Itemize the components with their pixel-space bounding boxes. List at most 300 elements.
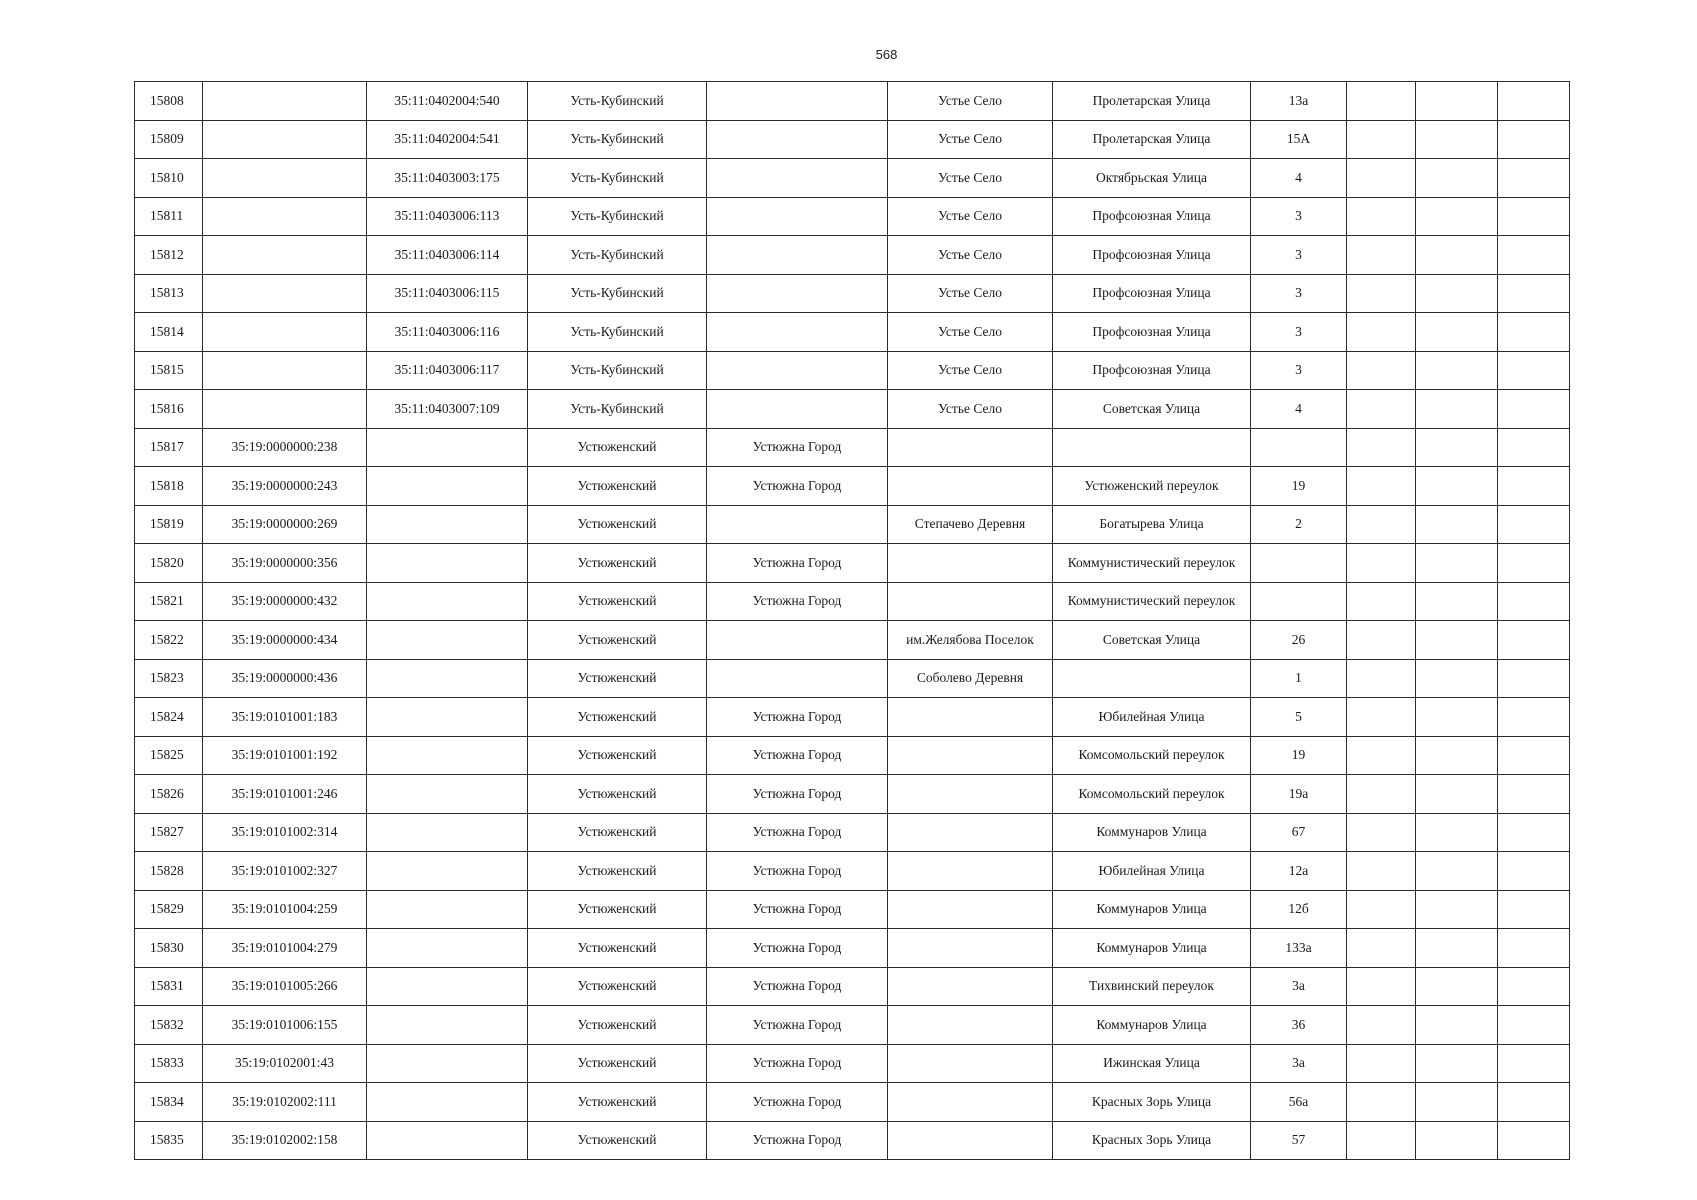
empty-cell — [1498, 274, 1570, 313]
parcel-cadastral-number-cell: 35:11:0403007:109 — [367, 390, 528, 429]
settlement-cell: Устье Село — [888, 274, 1053, 313]
cadastral-number-cell: 35:19:0000000:432 — [203, 582, 367, 621]
table-row — [135, 929, 1570, 968]
row-number-cell: 15829 — [135, 890, 203, 929]
empty-cell — [1347, 852, 1416, 891]
empty-cell — [1347, 698, 1416, 737]
city-cell: Устюжна Город — [707, 967, 888, 1006]
empty-cell — [1416, 621, 1498, 660]
empty-cell — [1498, 967, 1570, 1006]
district-cell: Устюженский — [528, 698, 707, 737]
table-body — [135, 82, 1570, 1160]
district-cell: Устюженский — [528, 1044, 707, 1083]
cadastral-number-cell: 35:19:0101004:259 — [203, 890, 367, 929]
house-number-cell — [1251, 544, 1347, 583]
row-number-cell: 15827 — [135, 813, 203, 852]
street-cell: Юбилейная Улица — [1053, 698, 1251, 737]
street-cell: Коммунистический переулок — [1053, 582, 1251, 621]
district-cell: Усть-Кубинский — [528, 390, 707, 429]
table-row — [135, 582, 1570, 621]
row-number-cell: 15815 — [135, 351, 203, 390]
empty-cell — [1498, 82, 1570, 121]
street-cell: Пролетарская Улица — [1053, 120, 1251, 159]
parcel-cadastral-number-cell — [367, 813, 528, 852]
settlement-cell — [888, 775, 1053, 814]
table-row — [135, 351, 1570, 390]
cadastral-number-cell: 35:19:0101004:279 — [203, 929, 367, 968]
settlement-cell — [888, 582, 1053, 621]
parcel-cadastral-number-cell — [367, 505, 528, 544]
empty-cell — [1347, 390, 1416, 429]
district-cell: Устюженский — [528, 736, 707, 775]
parcel-cadastral-number-cell: 35:11:0403003:175 — [367, 159, 528, 198]
city-cell — [707, 621, 888, 660]
city-cell: Устюжна Город — [707, 852, 888, 891]
settlement-cell — [888, 1083, 1053, 1122]
district-cell: Устюженский — [528, 1083, 707, 1122]
table-row — [135, 1044, 1570, 1083]
empty-cell — [1416, 1083, 1498, 1122]
empty-cell — [1347, 1006, 1416, 1045]
empty-cell — [1498, 890, 1570, 929]
settlement-cell — [888, 544, 1053, 583]
row-number-cell: 15833 — [135, 1044, 203, 1083]
street-cell: Коммунаров Улица — [1053, 813, 1251, 852]
row-number-cell: 15822 — [135, 621, 203, 660]
empty-cell — [1416, 813, 1498, 852]
parcel-cadastral-number-cell: 35:11:0403006:113 — [367, 197, 528, 236]
empty-cell — [1347, 236, 1416, 275]
row-number-cell: 15820 — [135, 544, 203, 583]
parcel-cadastral-number-cell — [367, 852, 528, 891]
empty-cell — [1498, 698, 1570, 737]
row-number-cell: 15824 — [135, 698, 203, 737]
empty-cell — [1498, 775, 1570, 814]
parcel-cadastral-number-cell — [367, 621, 528, 660]
house-number-cell: 12а — [1251, 852, 1347, 891]
settlement-cell — [888, 1044, 1053, 1083]
parcel-cadastral-number-cell — [367, 736, 528, 775]
cadastral-number-cell: 35:19:0000000:436 — [203, 659, 367, 698]
row-number-cell: 15819 — [135, 505, 203, 544]
district-cell: Устюженский — [528, 890, 707, 929]
empty-cell — [1347, 159, 1416, 198]
city-cell: Устюжна Город — [707, 890, 888, 929]
table-row — [135, 813, 1570, 852]
house-number-cell — [1251, 582, 1347, 621]
cadastral-number-cell — [203, 351, 367, 390]
street-cell: Коммунаров Улица — [1053, 1006, 1251, 1045]
parcel-cadastral-number-cell — [367, 1044, 528, 1083]
row-number-cell: 15810 — [135, 159, 203, 198]
empty-cell — [1416, 582, 1498, 621]
table-row — [135, 120, 1570, 159]
table-row — [135, 159, 1570, 198]
house-number-cell — [1251, 428, 1347, 467]
city-cell — [707, 82, 888, 121]
settlement-cell: Устье Село — [888, 236, 1053, 275]
house-number-cell: 3 — [1251, 351, 1347, 390]
parcel-cadastral-number-cell — [367, 544, 528, 583]
district-cell: Устюженский — [528, 621, 707, 660]
empty-cell — [1347, 197, 1416, 236]
table-row — [135, 428, 1570, 467]
street-cell: Красных Зорь Улица — [1053, 1121, 1251, 1160]
city-cell — [707, 505, 888, 544]
house-number-cell: 3 — [1251, 274, 1347, 313]
street-cell — [1053, 659, 1251, 698]
empty-cell — [1347, 659, 1416, 698]
house-number-cell: 12б — [1251, 890, 1347, 929]
empty-cell — [1498, 313, 1570, 352]
cadastral-number-cell: 35:19:0101005:266 — [203, 967, 367, 1006]
street-cell: Коммунаров Улица — [1053, 890, 1251, 929]
empty-cell — [1347, 929, 1416, 968]
parcel-cadastral-number-cell — [367, 582, 528, 621]
empty-cell — [1347, 274, 1416, 313]
empty-cell — [1347, 1083, 1416, 1122]
parcel-cadastral-number-cell — [367, 698, 528, 737]
empty-cell — [1416, 736, 1498, 775]
empty-cell — [1416, 1006, 1498, 1045]
empty-cell — [1347, 120, 1416, 159]
table-row — [135, 967, 1570, 1006]
table-row — [135, 698, 1570, 737]
settlement-cell — [888, 1121, 1053, 1160]
empty-cell — [1416, 120, 1498, 159]
parcel-cadastral-number-cell: 35:11:0403006:116 — [367, 313, 528, 352]
city-cell — [707, 351, 888, 390]
settlement-cell — [888, 698, 1053, 737]
house-number-cell: 3 — [1251, 313, 1347, 352]
district-cell: Устюженский — [528, 659, 707, 698]
table-row — [135, 775, 1570, 814]
city-cell — [707, 390, 888, 429]
settlement-cell: Устье Село — [888, 313, 1053, 352]
row-number-cell: 15828 — [135, 852, 203, 891]
cadastral-number-cell: 35:19:0101002:314 — [203, 813, 367, 852]
city-cell: Устюжна Город — [707, 813, 888, 852]
empty-cell — [1416, 274, 1498, 313]
settlement-cell — [888, 1006, 1053, 1045]
empty-cell — [1347, 1044, 1416, 1083]
street-cell: Профсоюзная Улица — [1053, 197, 1251, 236]
district-cell: Усть-Кубинский — [528, 313, 707, 352]
empty-cell — [1498, 621, 1570, 660]
parcel-cadastral-number-cell: 35:11:0402004:541 — [367, 120, 528, 159]
empty-cell — [1498, 1121, 1570, 1160]
city-cell: Устюжна Город — [707, 544, 888, 583]
empty-cell — [1416, 1044, 1498, 1083]
district-cell: Устюженский — [528, 505, 707, 544]
cadastral-number-cell — [203, 197, 367, 236]
empty-cell — [1416, 544, 1498, 583]
settlement-cell: им.Желябова Поселок — [888, 621, 1053, 660]
street-cell: Профсоюзная Улица — [1053, 313, 1251, 352]
parcel-cadastral-number-cell — [367, 967, 528, 1006]
empty-cell — [1498, 120, 1570, 159]
house-number-cell: 36 — [1251, 1006, 1347, 1045]
house-number-cell: 3 — [1251, 197, 1347, 236]
cadastral-number-cell: 35:19:0101006:155 — [203, 1006, 367, 1045]
empty-cell — [1498, 505, 1570, 544]
city-cell: Устюжна Город — [707, 698, 888, 737]
settlement-cell — [888, 467, 1053, 506]
settlement-cell — [888, 929, 1053, 968]
parcel-cadastral-number-cell — [367, 659, 528, 698]
district-cell: Усть-Кубинский — [528, 236, 707, 275]
street-cell: Тихвинский переулок — [1053, 967, 1251, 1006]
parcel-cadastral-number-cell — [367, 428, 528, 467]
table-row — [135, 544, 1570, 583]
cadastral-number-cell: 35:19:0102002:111 — [203, 1083, 367, 1122]
house-number-cell: 19а — [1251, 775, 1347, 814]
district-cell: Усть-Кубинский — [528, 120, 707, 159]
street-cell: Коммунистический переулок — [1053, 544, 1251, 583]
settlement-cell — [888, 852, 1053, 891]
empty-cell — [1498, 351, 1570, 390]
empty-cell — [1498, 390, 1570, 429]
house-number-cell: 26 — [1251, 621, 1347, 660]
parcel-cadastral-number-cell — [367, 467, 528, 506]
cadastral-number-cell — [203, 120, 367, 159]
cadastral-number-cell: 35:19:0101002:327 — [203, 852, 367, 891]
empty-cell — [1498, 544, 1570, 583]
row-number-cell: 15831 — [135, 967, 203, 1006]
settlement-cell — [888, 967, 1053, 1006]
cadastral-number-cell — [203, 313, 367, 352]
cadastral-number-cell — [203, 274, 367, 313]
district-cell: Устюженский — [528, 813, 707, 852]
empty-cell — [1416, 390, 1498, 429]
settlement-cell — [888, 428, 1053, 467]
city-cell — [707, 159, 888, 198]
settlement-cell: Соболево Деревня — [888, 659, 1053, 698]
house-number-cell: 56а — [1251, 1083, 1347, 1122]
row-number-cell: 15817 — [135, 428, 203, 467]
city-cell: Устюжна Город — [707, 1121, 888, 1160]
district-cell: Усть-Кубинский — [528, 351, 707, 390]
table-row — [135, 274, 1570, 313]
street-cell: Комсомольский переулок — [1053, 736, 1251, 775]
parcel-cadastral-number-cell — [367, 1121, 528, 1160]
district-cell: Усть-Кубинский — [528, 159, 707, 198]
district-cell: Устюженский — [528, 929, 707, 968]
table-row — [135, 467, 1570, 506]
district-cell: Устюженский — [528, 428, 707, 467]
row-number-cell: 15832 — [135, 1006, 203, 1045]
street-cell: Октябрьская Улица — [1053, 159, 1251, 198]
district-cell: Устюженский — [528, 467, 707, 506]
parcel-cadastral-number-cell: 35:11:0403006:117 — [367, 351, 528, 390]
street-cell: Коммунаров Улица — [1053, 929, 1251, 968]
cadastral-number-cell: 35:19:0000000:269 — [203, 505, 367, 544]
empty-cell — [1498, 197, 1570, 236]
table-row — [135, 197, 1570, 236]
city-cell: Устюжна Город — [707, 582, 888, 621]
house-number-cell: 5 — [1251, 698, 1347, 737]
row-number-cell: 15826 — [135, 775, 203, 814]
street-cell: Профсоюзная Улица — [1053, 274, 1251, 313]
table-row — [135, 1121, 1570, 1160]
street-cell: Профсоюзная Улица — [1053, 236, 1251, 275]
empty-cell — [1347, 313, 1416, 352]
street-cell: Комсомольский переулок — [1053, 775, 1251, 814]
house-number-cell: 3а — [1251, 1044, 1347, 1083]
row-number-cell: 15809 — [135, 120, 203, 159]
cadastral-number-cell: 35:19:0000000:434 — [203, 621, 367, 660]
house-number-cell: 15А — [1251, 120, 1347, 159]
house-number-cell: 19 — [1251, 467, 1347, 506]
empty-cell — [1498, 929, 1570, 968]
cadastral-number-cell: 35:19:0000000:356 — [203, 544, 367, 583]
empty-cell — [1416, 82, 1498, 121]
house-number-cell: 2 — [1251, 505, 1347, 544]
city-cell — [707, 659, 888, 698]
city-cell: Устюжна Город — [707, 1083, 888, 1122]
empty-cell — [1498, 582, 1570, 621]
empty-cell — [1498, 236, 1570, 275]
table-row — [135, 390, 1570, 429]
row-number-cell: 15830 — [135, 929, 203, 968]
row-number-cell: 15813 — [135, 274, 203, 313]
empty-cell — [1416, 775, 1498, 814]
district-cell: Устюженский — [528, 1121, 707, 1160]
empty-cell — [1416, 351, 1498, 390]
empty-cell — [1498, 1083, 1570, 1122]
cadastral-number-cell: 35:19:0101001:192 — [203, 736, 367, 775]
empty-cell — [1498, 1006, 1570, 1045]
page-number: 568 — [875, 47, 898, 62]
empty-cell — [1498, 852, 1570, 891]
table-row — [135, 1006, 1570, 1045]
parcel-cadastral-number-cell: 35:11:0403006:115 — [367, 274, 528, 313]
empty-cell — [1347, 351, 1416, 390]
empty-cell — [1416, 159, 1498, 198]
district-cell: Усть-Кубинский — [528, 82, 707, 121]
parcel-cadastral-number-cell — [367, 1006, 528, 1045]
city-cell: Устюжна Город — [707, 467, 888, 506]
empty-cell — [1498, 813, 1570, 852]
city-cell — [707, 197, 888, 236]
settlement-cell: Устье Село — [888, 159, 1053, 198]
district-cell: Усть-Кубинский — [528, 274, 707, 313]
cadastral-number-cell: 35:19:0000000:238 — [203, 428, 367, 467]
empty-cell — [1347, 967, 1416, 1006]
cadastral-number-cell — [203, 82, 367, 121]
empty-cell — [1347, 505, 1416, 544]
row-number-cell: 15835 — [135, 1121, 203, 1160]
settlement-cell: Устье Село — [888, 351, 1053, 390]
cadastral-number-cell: 35:19:0101001:246 — [203, 775, 367, 814]
district-cell: Устюженский — [528, 582, 707, 621]
street-cell: Красных Зорь Улица — [1053, 1083, 1251, 1122]
cadastral-number-cell: 35:19:0102002:158 — [203, 1121, 367, 1160]
empty-cell — [1347, 736, 1416, 775]
row-number-cell: 15816 — [135, 390, 203, 429]
empty-cell — [1416, 236, 1498, 275]
street-cell: Советская Улица — [1053, 621, 1251, 660]
district-cell: Устюженский — [528, 775, 707, 814]
city-cell — [707, 120, 888, 159]
cadastral-number-cell: 35:19:0102001:43 — [203, 1044, 367, 1083]
house-number-cell: 13а — [1251, 82, 1347, 121]
empty-cell — [1416, 197, 1498, 236]
city-cell — [707, 236, 888, 275]
empty-cell — [1347, 544, 1416, 583]
cadastral-number-cell: 35:19:0000000:243 — [203, 467, 367, 506]
district-cell: Устюженский — [528, 1006, 707, 1045]
row-number-cell: 15823 — [135, 659, 203, 698]
empty-cell — [1498, 736, 1570, 775]
empty-cell — [1416, 428, 1498, 467]
cadastral-number-cell — [203, 159, 367, 198]
parcel-cadastral-number-cell — [367, 929, 528, 968]
parcel-cadastral-number-cell — [367, 1083, 528, 1122]
city-cell — [707, 274, 888, 313]
settlement-cell — [888, 890, 1053, 929]
table-row — [135, 505, 1570, 544]
table-row — [135, 621, 1570, 660]
row-number-cell: 15821 — [135, 582, 203, 621]
row-number-cell: 15811 — [135, 197, 203, 236]
district-cell: Усть-Кубинский — [528, 197, 707, 236]
settlement-cell: Степачево Деревня — [888, 505, 1053, 544]
empty-cell — [1416, 890, 1498, 929]
empty-cell — [1416, 967, 1498, 1006]
parcel-cadastral-number-cell: 35:11:0403006:114 — [367, 236, 528, 275]
row-number-cell: 15808 — [135, 82, 203, 121]
empty-cell — [1347, 890, 1416, 929]
empty-cell — [1416, 698, 1498, 737]
street-cell: Богатырева Улица — [1053, 505, 1251, 544]
district-cell: Устюженский — [528, 544, 707, 583]
district-cell: Устюженский — [528, 852, 707, 891]
empty-cell — [1498, 428, 1570, 467]
empty-cell — [1498, 659, 1570, 698]
table-row — [135, 82, 1570, 121]
table-row — [135, 736, 1570, 775]
house-number-cell: 19 — [1251, 736, 1347, 775]
street-cell: Пролетарская Улица — [1053, 82, 1251, 121]
empty-cell — [1347, 775, 1416, 814]
house-number-cell: 3а — [1251, 967, 1347, 1006]
table-row — [135, 852, 1570, 891]
cadastral-number-cell — [203, 236, 367, 275]
street-cell: Ижинская Улица — [1053, 1044, 1251, 1083]
settlement-cell — [888, 736, 1053, 775]
city-cell: Устюжна Город — [707, 1044, 888, 1083]
city-cell — [707, 313, 888, 352]
settlement-cell: Устье Село — [888, 390, 1053, 429]
house-number-cell: 133а — [1251, 929, 1347, 968]
settlement-cell: Устье Село — [888, 197, 1053, 236]
settlement-cell — [888, 813, 1053, 852]
table-row — [135, 236, 1570, 275]
row-number-cell: 15825 — [135, 736, 203, 775]
table-row — [135, 890, 1570, 929]
city-cell: Устюжна Город — [707, 428, 888, 467]
empty-cell — [1498, 159, 1570, 198]
empty-cell — [1498, 467, 1570, 506]
house-number-cell: 57 — [1251, 1121, 1347, 1160]
district-cell: Устюженский — [528, 967, 707, 1006]
empty-cell — [1498, 1044, 1570, 1083]
empty-cell — [1347, 1121, 1416, 1160]
cadastral-number-cell: 35:19:0101001:183 — [203, 698, 367, 737]
settlement-cell: Устье Село — [888, 120, 1053, 159]
house-number-cell: 1 — [1251, 659, 1347, 698]
